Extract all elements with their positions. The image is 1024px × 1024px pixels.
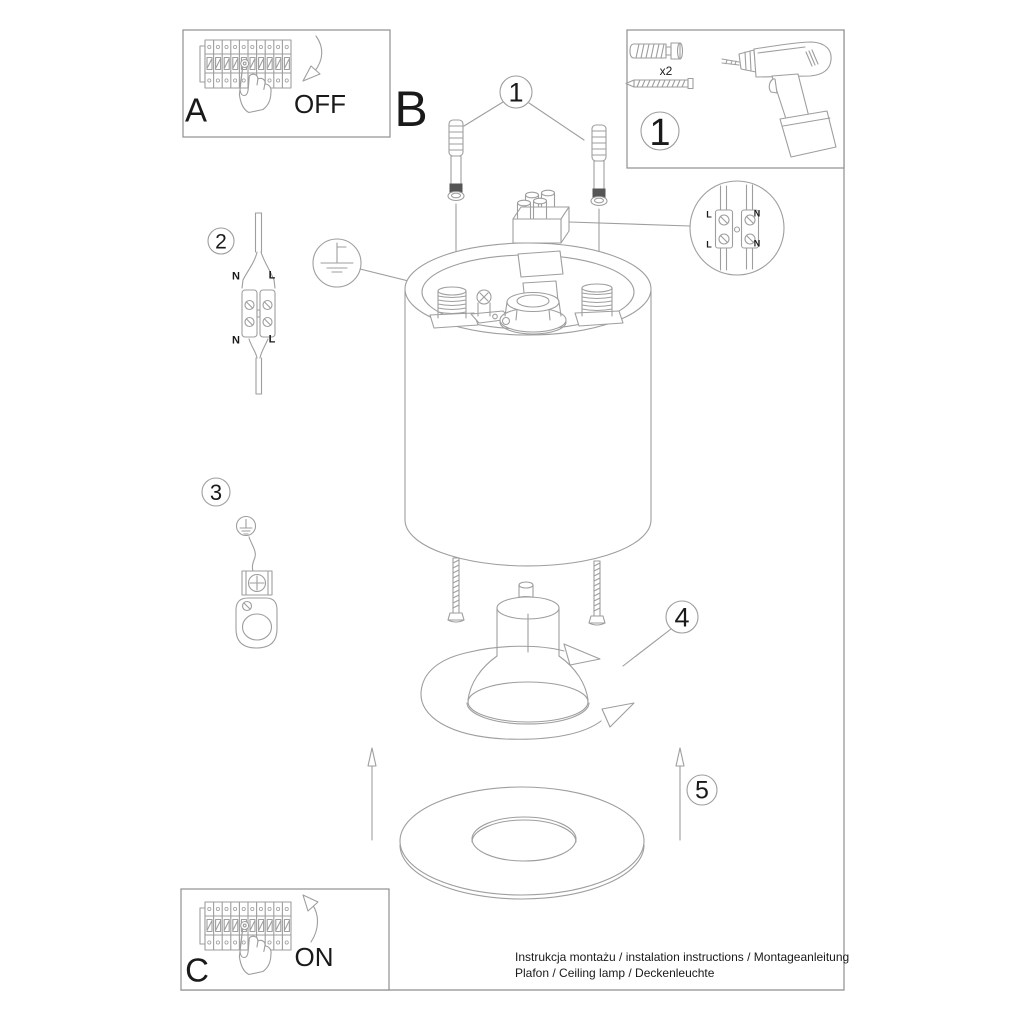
quantity-label: x2 (659, 64, 673, 78)
wire-label-l-top: L (268, 269, 276, 282)
detail-label-n-bottom: N (753, 238, 761, 249)
callout-5-number: 5 (695, 776, 709, 805)
step-b-label: B (394, 81, 428, 137)
step-a-label: A (184, 91, 208, 129)
callout-3-number: 3 (209, 480, 223, 505)
callout-1-number: 1 (508, 77, 524, 108)
parts-box-number: 1 (649, 112, 671, 154)
lamp-body-drawing (405, 243, 651, 566)
detail-label-l-bottom: L (706, 239, 712, 250)
step-c-box (181, 889, 389, 990)
wire-label-l-bottom: L (268, 333, 276, 346)
off-label: OFF (294, 89, 346, 119)
step-c-label: C (185, 951, 209, 989)
callout-2-number: 2 (215, 230, 227, 254)
footer-line-2: Plafon / Ceiling lamp / Deckenleuchte (515, 966, 715, 980)
terminal-detail-circle (690, 181, 784, 275)
detail-label-l-top: L (706, 209, 712, 220)
callout-4-number: 4 (674, 602, 690, 633)
wire-label-n-bottom: N (232, 334, 240, 347)
wire-label-n-top: N (232, 270, 240, 283)
cover-ring-drawing (400, 787, 644, 899)
footer-line-1: Instrukcja montażu / instalation instructions / Montageanleitung (515, 950, 850, 964)
callout-1-circle (464, 76, 584, 140)
on-label: ON (294, 942, 334, 972)
step-a-box (183, 30, 390, 137)
detail-label-n-top: N (753, 208, 761, 219)
